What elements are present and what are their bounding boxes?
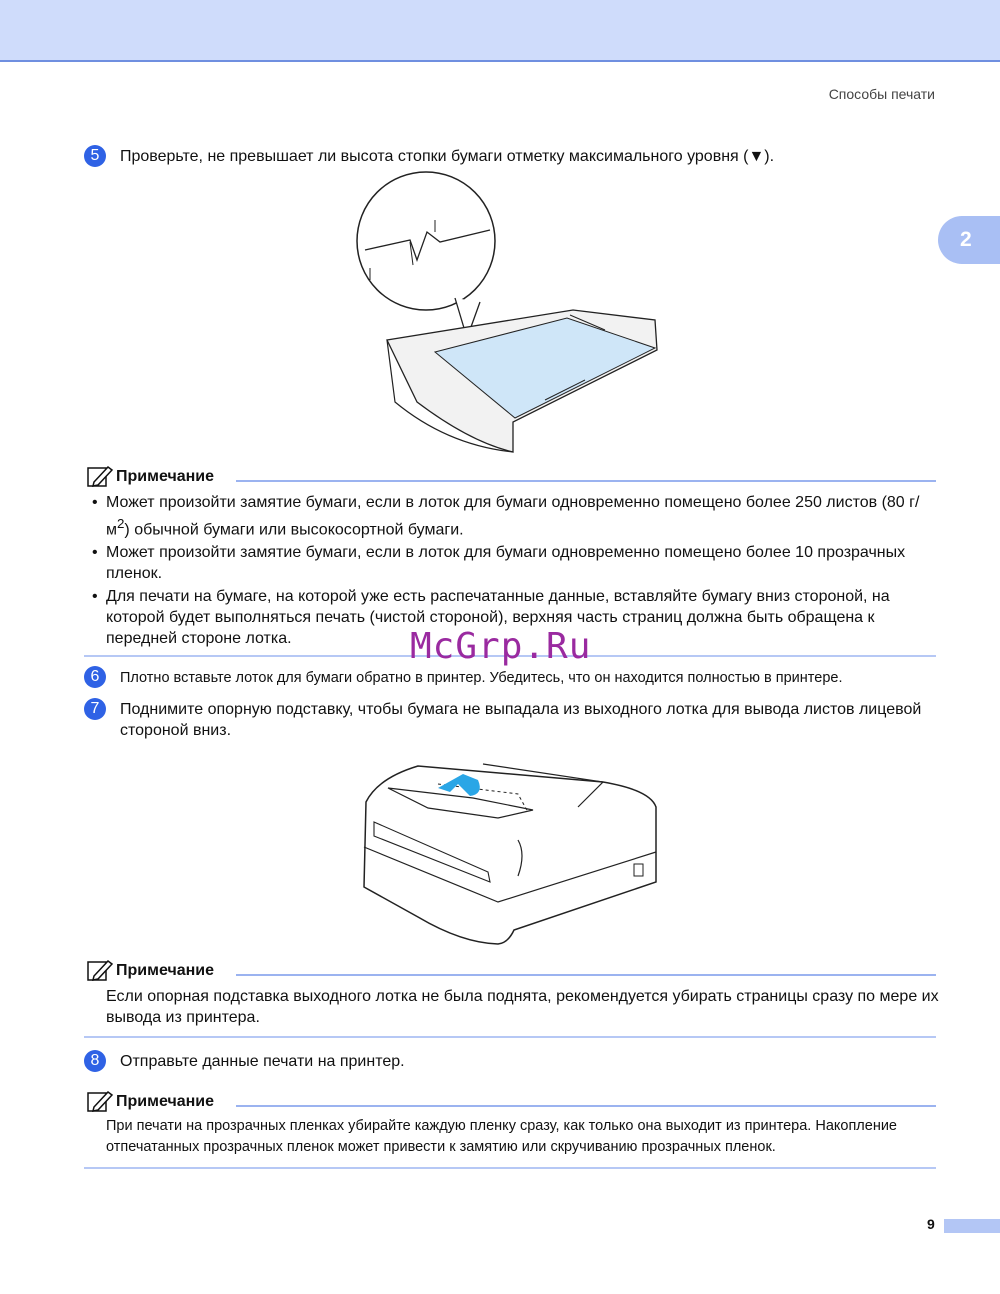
header-band bbox=[0, 0, 1000, 62]
note-end-rule bbox=[84, 1036, 936, 1038]
step-text-6: Плотно вставьте лоток для бумаги обратно в принтер. Убедитесь, что он находится полностью в принтере. bbox=[120, 670, 843, 686]
chapter-tab[interactable]: 2 bbox=[938, 216, 1000, 264]
note-bullet: • Может произойти замятие бумаги, если в лоток для бумаги одновременно помещено более 10 прозрачных пленок. bbox=[92, 542, 942, 584]
superscript: 2 bbox=[117, 516, 125, 531]
note-rule bbox=[236, 480, 936, 482]
note-bullet-text-tail: ) обычной бумаги или высокосортной бумаги. bbox=[124, 521, 464, 539]
step-text-8: Отправьте данные печати на принтер. bbox=[120, 1053, 405, 1070]
page-number-bar bbox=[944, 1219, 1000, 1233]
note-pencil-icon bbox=[86, 958, 114, 982]
note-label: Примечание bbox=[116, 962, 215, 979]
section-title: Способы печати bbox=[828, 86, 935, 102]
note-heading bbox=[86, 958, 936, 982]
paper-tray-illustration bbox=[355, 170, 665, 460]
note-text: При печати на прозрачных пленках убирайте каждую пленку сразу, как только она выходит из принтера. Накопление отпечатанных прозрачных пленок может привести к замятию или скручиванию прозрачных пленок. bbox=[106, 1118, 898, 1155]
note-bullet: • Для печати на бумаге, на которой уже есть распечатанные данные, вставляйте бумагу вниз стороной, на которой будет выполняться печать (чистой стороной), верхняя часть страниц должна быть обращена к передней стороне лотка. bbox=[92, 586, 942, 649]
note-bullet bbox=[92, 492, 942, 540]
note-pencil-icon bbox=[86, 464, 114, 488]
step-text-5: Проверьте, не превышает ли высота стопки бумаги отметку максимального уровня (▼). bbox=[120, 148, 775, 165]
note-bullet-text: Может произойти замятие бумаги, если в лоток для бумаги одновременно помещено более 250 листов (80 г/м bbox=[106, 494, 920, 539]
step-number-6: 6 bbox=[84, 666, 106, 688]
watermark: McGrp.Ru bbox=[410, 626, 592, 667]
note-text: Если опорная подставка выходного лотка не была поднята, рекомендуется убирать страницы сразу по мере их вывода из принтера. bbox=[106, 988, 939, 1026]
step-number-5: 5 bbox=[84, 145, 106, 167]
note-rule bbox=[236, 1105, 936, 1107]
printer-illustration bbox=[358, 752, 660, 948]
note-heading bbox=[86, 1089, 936, 1113]
page-number: 9 bbox=[927, 1216, 935, 1232]
step-text-7: Поднимите опорную подставку, чтобы бумага не выпадала из выходного лотка для вывода листов лицевой стороной вниз. bbox=[120, 701, 922, 739]
step-number-7: 7 bbox=[84, 698, 106, 720]
note-label: Примечание bbox=[116, 1093, 215, 1110]
step-number-8: 8 bbox=[84, 1050, 106, 1072]
note-rule bbox=[236, 974, 936, 976]
note-label: Примечание bbox=[116, 468, 215, 485]
note-heading bbox=[86, 464, 936, 488]
note-end-rule bbox=[84, 1167, 936, 1169]
note-pencil-icon bbox=[86, 1089, 114, 1113]
